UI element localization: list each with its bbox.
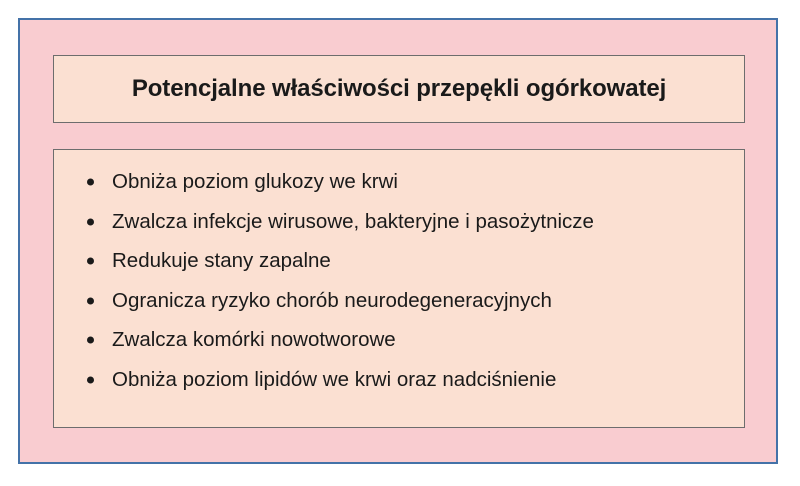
bullet-dot-icon: [87, 218, 94, 225]
bullet-list: [80, 172, 718, 390]
list-item: [80, 251, 718, 272]
list-item-label: Zwalcza komórki nowotworowe: [112, 328, 396, 351]
bullet-dot-icon: [87, 258, 94, 265]
title-box: [53, 55, 745, 123]
bullet-dot-icon: [87, 376, 94, 383]
list-item-label: Obniża poziom lipidów we krwi oraz nadciśnienie: [112, 367, 557, 391]
bullet-dot-icon: [87, 337, 94, 344]
slide-canvas: [18, 18, 778, 464]
list-item-label: Zwalcza infekcje wirusowe, bakteryjne i pasożytnicze: [112, 209, 594, 233]
bullet-list-box: [53, 149, 745, 428]
list-item: [80, 172, 718, 193]
list-item: [80, 288, 718, 312]
bullet-dot-icon: [87, 297, 94, 304]
list-item: [80, 209, 718, 233]
list-item-label: Ogranicza ryzyko chorób neurodegeneracyjnych: [112, 288, 552, 312]
bullet-dot-icon: [87, 179, 94, 186]
list-item-label: Redukuje stany zapalne: [112, 249, 331, 272]
list-item: [80, 367, 718, 391]
list-item: [80, 330, 718, 351]
page-title: Potencjalne właściwości przepękli ogórkowatej: [131, 74, 667, 102]
list-item-label: Obniża poziom glukozy we krwi: [112, 170, 398, 193]
